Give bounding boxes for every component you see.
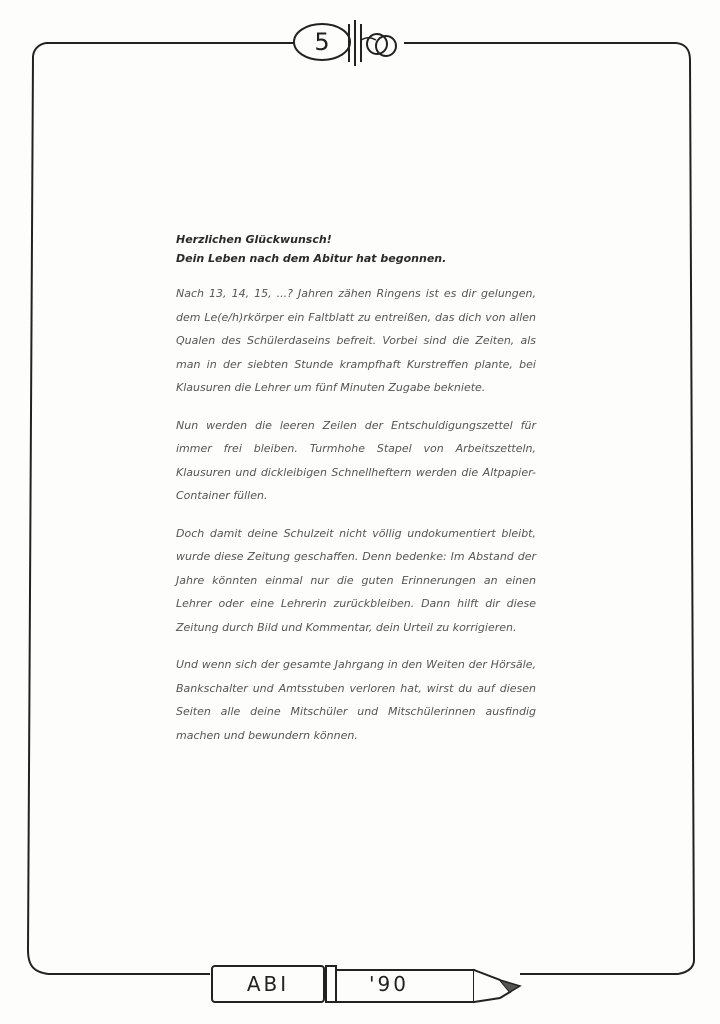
- frame-left-line: [28, 56, 33, 950]
- frame-bottom-right-corner: [678, 960, 694, 974]
- frame-bottom-left-corner: [28, 950, 48, 974]
- footer-year-label: '90: [369, 972, 409, 996]
- heading-line-2: Dein Leben nach dem Abitur hat begonnen.: [176, 252, 447, 265]
- paragraph-2: Nun werden die leeren Zeilen der Entschuldigungszettel für immer frei bleiben. Turmhohe Stapel von Arbeitszetteln, Klausuren und dickleibigen Schnellheftern werden die Altpapier-Container füllen.: [176, 418, 536, 502]
- greeting-heading: [176, 230, 536, 268]
- article-body: [176, 230, 536, 747]
- heading-line-1: Herzlichen Glückwunsch!: [176, 233, 332, 246]
- paragraph-3: Doch damit deine Schulzeit nicht völlig undokumentiert bleibt, wurde diese Zeitung geschaffen. Denn bedenke: Im Abstand der Jahre könnten einmal nur die guten Erinnerungen an einen Lehrer oder eine Lehrerin zurückbleiben. Dann hilft dir diese Zeitung durch Bild und Kommentar, dein Urteil zu korrigieren.: [176, 526, 536, 634]
- frame-top-left-corner: [33, 43, 46, 56]
- page-number: 5: [314, 28, 330, 56]
- footer-abi-label: ABI: [246, 972, 290, 996]
- frame-top-right-corner: [676, 43, 690, 60]
- frame-right-line: [690, 60, 694, 960]
- paragraph-1: Nach 13, 14, 15, ...? Jahren zähen Ringens ist es dir gelungen, dem Le(e/h)rkörper ein Faltblatt zu entreißen, das dich von allen Qualen des Schülerdaseins befreit. Vorbei sind die Zeiten, als man in der siebten Stunde krampfhaft Kurstreffen plante, bei Klausuren die Lehrer um fünf Minuten Zugabe bekniete.: [176, 287, 536, 394]
- paragraph-4: Und wenn sich der gesamte Jahrgang in den Weiten der Hörsäle, Bankschalter und Amtsstuben verloren hat, wirst du auf diesen Seiten alle deine Mitschüler und Mitschülerinnen ausfindig machen und bewundern können.: [176, 658, 536, 742]
